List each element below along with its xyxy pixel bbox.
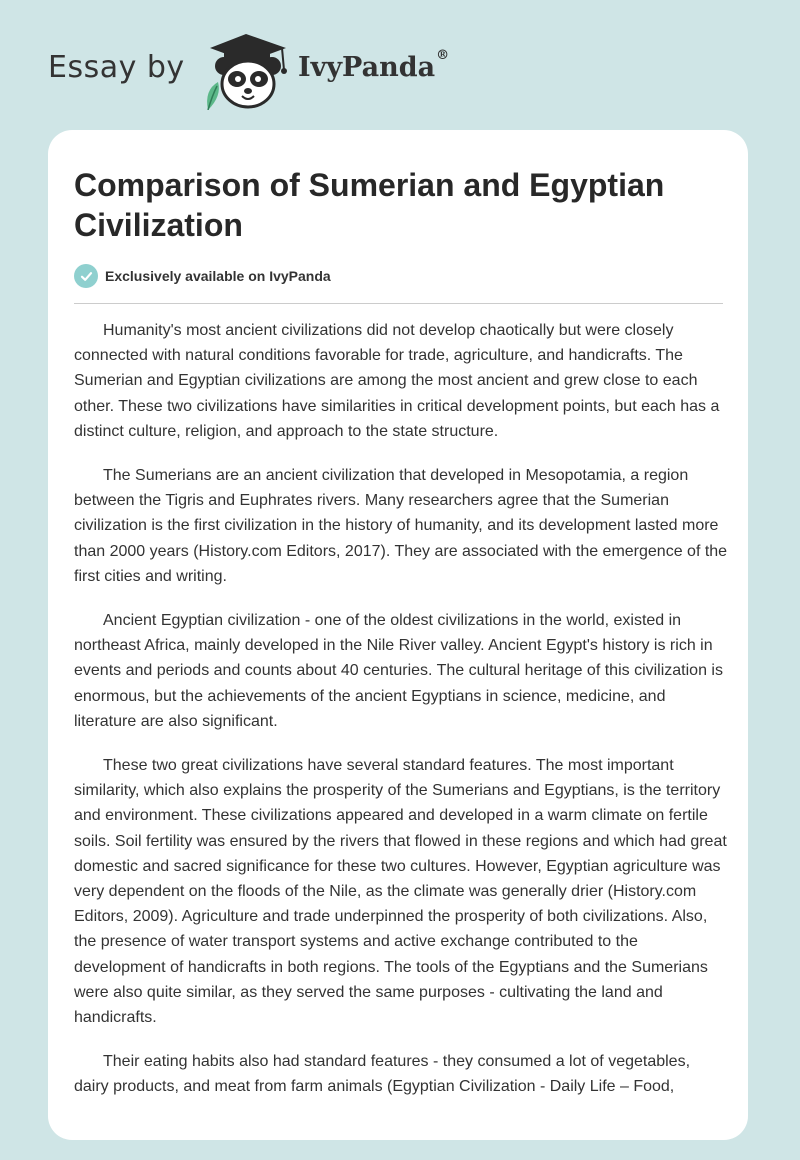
paragraph: Their eating habits also had standard features - they consumed a lot of vegetables, dairy products, and meat from farm animals (Egyptian Civilization - Daily Life – Food, [74,1053,691,1096]
brand-name-text: IvyPanda [298,52,436,83]
page-title: Comparison of Sumerian and Egyptian Civilization [74,167,665,243]
brand-name[interactable] [298,48,450,83]
divider [74,303,723,304]
panda-logo-icon[interactable] [200,32,296,110]
site-header [48,32,548,112]
registered-mark: ® [436,48,450,63]
paragraph: Humanity's most ancient civilizations did not develop chaotically but were closely connected with natural conditions favorable for trade, agriculture, and handicrafts. The Sumerian and Egyptian civilizations are among the most ancient and grew close to each other. These two civilizations have similarities in critical development points, but each has a distinct culture, religion, and approach to the state structure. [74,322,720,440]
brand-prefix: Essay by [48,50,185,85]
check-icon [74,264,98,288]
exclusive-badge [74,264,331,288]
paragraph: The Sumerians are an ancient civilization that developed in Mesopotamia, a region between the Tigris and Euphrates rivers. Many researchers agree that the Sumerian civilization is the first civilization in the history of humanity, and its development lasted more than 2000 years (History.com Editors, 2017). They are associated with the emergence of the first cities and writing. [74,467,728,585]
paragraph: These two great civilizations have several standard features. The most important similarity, which also explains the prosperity of the Sumerians and Egyptians, is the territory and environment. These civilizations appeared and developed in a warm climate on fertile soils. Soil fertility was ensured by the rivers that flowed in these regions and which had great domestic and sacred significance for these two cultures. However, Egyptian agriculture was very dependent on the floods of the Nile, as the climate was generally drier (History.com Editors, 2009). Agriculture and trade underpinned the prosperity of both civilizations. Also, the presence of water transport systems and active exchange contributed to the development of handicrafts in both regions. The tools of the Egyptians and the Sumerians were also quite similar, as they served the same purposes - cultivating the land and handicrafts. [74,757,727,1027]
paragraph: Ancient Egyptian civilization - one of the oldest civilizations in the world, existed in northeast Africa, mainly developed in the Nile River valley. Ancient Egypt's history is rich in events and periods and counts about 40 centuries. The cultural heritage of this civilization is enormous, but the achievements of the ancient Egyptians in science, medicine, and literature are also significant. [74,612,723,730]
essay-body [74,318,729,1119]
badge-label: Exclusively available on IvyPanda [105,268,331,284]
essay-card [48,130,748,1140]
